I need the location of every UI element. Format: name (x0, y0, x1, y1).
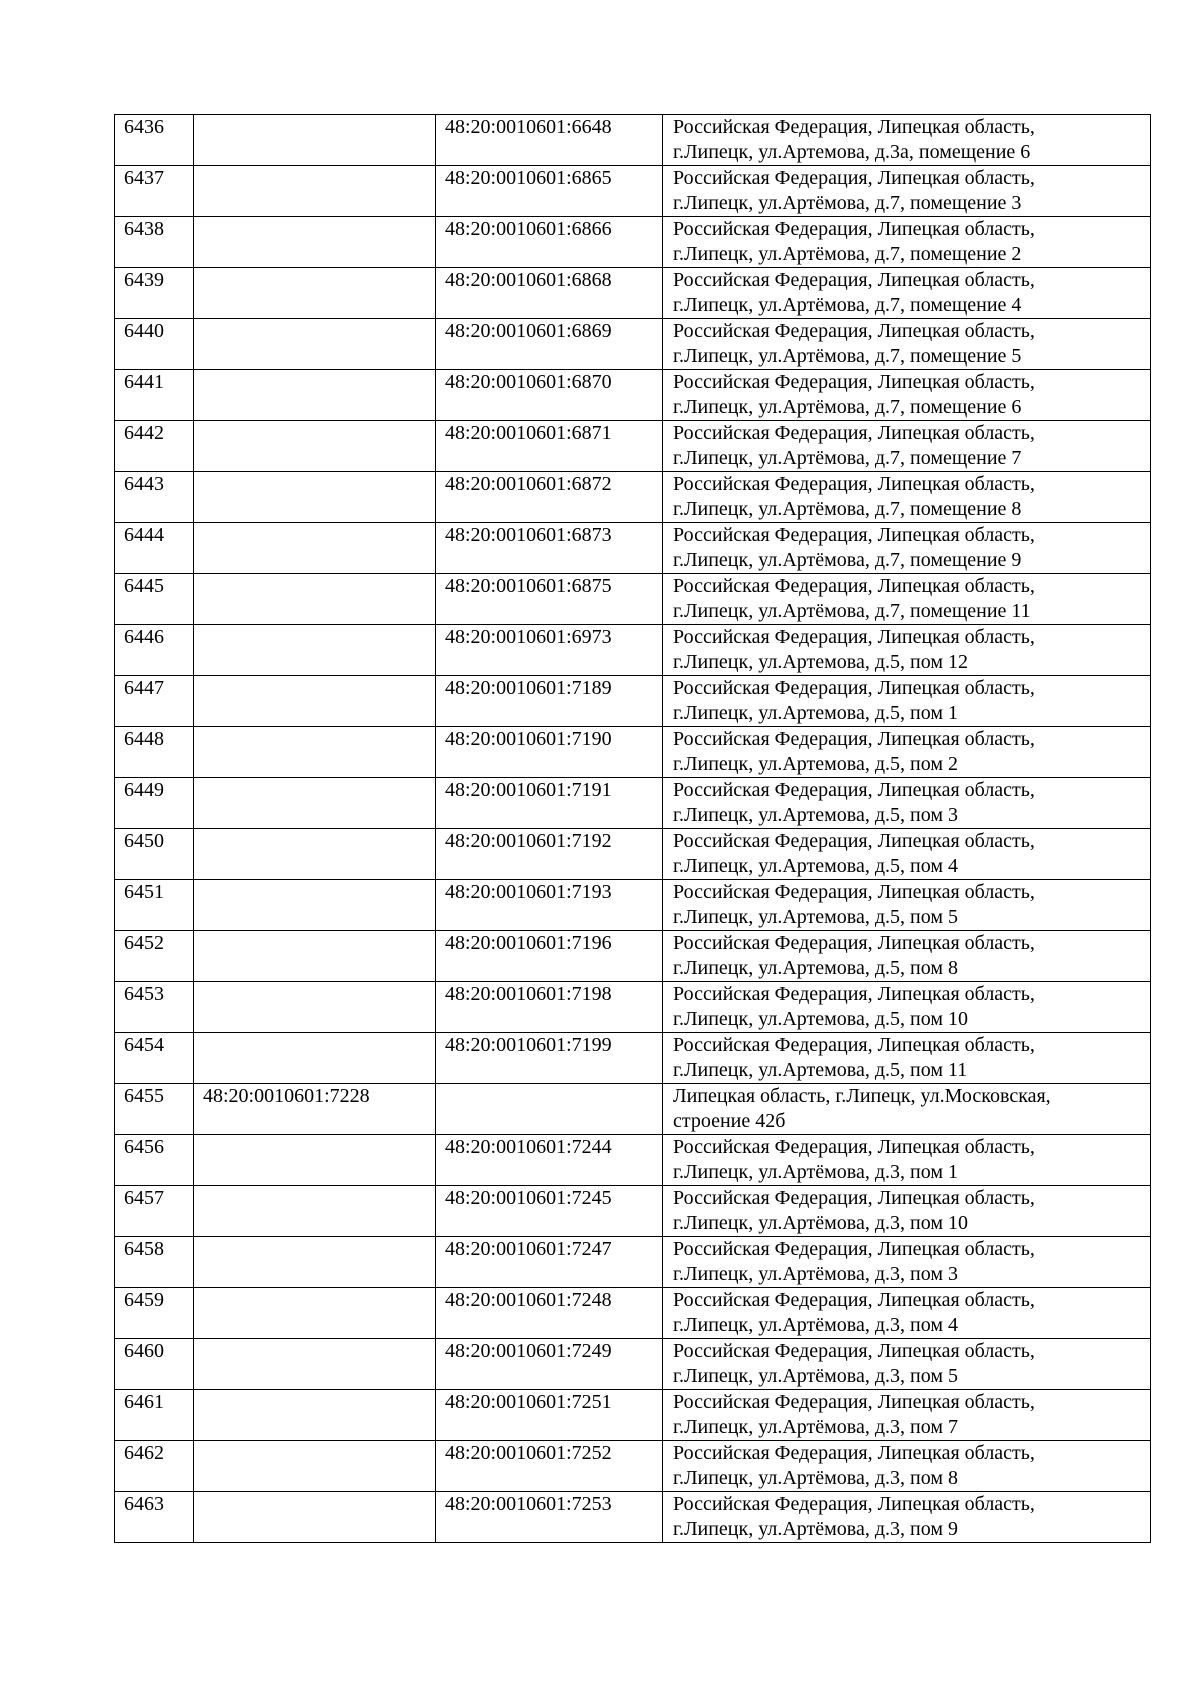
row-number-cell: 6459 (115, 1288, 194, 1339)
premises-cadastral-number-cell: 48:20:0010601:6868 (436, 268, 663, 319)
cadastral-number-cell (194, 319, 436, 370)
row-number-cell: 6453 (115, 982, 194, 1033)
address-line: г.Липецк, ул.Артемова, д.3а, помещение 6 (673, 141, 1031, 163)
address-line: Российская Федерация, Липецкая область, (673, 983, 1035, 1005)
table-row (115, 217, 1151, 268)
row-number-cell: 6457 (115, 1186, 194, 1237)
address-line: г.Липецк, ул.Артёмова, д.3, пом 7 (673, 1416, 958, 1438)
cadastral-number-cell (194, 421, 436, 472)
address-cell (663, 1441, 1151, 1492)
cadastral-number-cell (194, 268, 436, 319)
cadastral-number-cell (194, 115, 436, 166)
cadastral-number-cell (194, 625, 436, 676)
row-number-cell: 6455 (115, 1084, 194, 1135)
table-row (115, 1492, 1151, 1543)
address-line: Российская Федерация, Липецкая область, (673, 1391, 1035, 1413)
premises-cadastral-number-cell: 48:20:0010601:7189 (436, 676, 663, 727)
premises-cadastral-number-cell: 48:20:0010601:6875 (436, 574, 663, 625)
table-row (115, 1135, 1151, 1186)
address-line: Российская Федерация, Липецкая область, (673, 1340, 1035, 1362)
premises-cadastral-number-cell: 48:20:0010601:7248 (436, 1288, 663, 1339)
premises-cadastral-number-cell: 48:20:0010601:7191 (436, 778, 663, 829)
address-cell (663, 1084, 1151, 1135)
address-cell (663, 421, 1151, 472)
table-row (115, 523, 1151, 574)
address-line: г.Липецк, ул.Артёмова, д.3, пом 4 (673, 1314, 958, 1336)
premises-cadastral-number-cell (436, 1084, 663, 1135)
row-number-cell: 6463 (115, 1492, 194, 1543)
cadastral-number-cell: 48:20:0010601:7228 (194, 1084, 436, 1135)
premises-cadastral-number-cell: 48:20:0010601:7244 (436, 1135, 663, 1186)
address-line: г.Липецк, ул.Артемова, д.5, пом 2 (673, 753, 958, 775)
table-row (115, 319, 1151, 370)
row-number-cell: 6458 (115, 1237, 194, 1288)
premises-cadastral-number-cell: 48:20:0010601:7253 (436, 1492, 663, 1543)
cadastral-number-cell (194, 1186, 436, 1237)
table-row (115, 778, 1151, 829)
address-line: строение 42б (673, 1110, 786, 1132)
premises-cadastral-number-cell: 48:20:0010601:7199 (436, 1033, 663, 1084)
address-line: Российская Федерация, Липецкая область, (673, 1493, 1035, 1515)
address-cell (663, 268, 1151, 319)
address-cell (663, 1135, 1151, 1186)
cadastral-number-cell (194, 1390, 436, 1441)
premises-cadastral-number-cell: 48:20:0010601:6871 (436, 421, 663, 472)
table-row (115, 166, 1151, 217)
cadastral-number-cell (194, 931, 436, 982)
address-cell (663, 1492, 1151, 1543)
address-cell (663, 829, 1151, 880)
address-cell (663, 115, 1151, 166)
row-number-cell: 6462 (115, 1441, 194, 1492)
address-line: Российская Федерация, Липецкая область, (673, 218, 1035, 240)
table-row (115, 931, 1151, 982)
table-row (115, 676, 1151, 727)
address-cell (663, 319, 1151, 370)
row-number-cell: 6437 (115, 166, 194, 217)
cadastral-number-cell (194, 829, 436, 880)
address-cell (663, 370, 1151, 421)
premises-cadastral-number-cell: 48:20:0010601:6648 (436, 115, 663, 166)
table-row (115, 1186, 1151, 1237)
table-row (115, 421, 1151, 472)
address-line: г.Липецк, ул.Артёмова, д.7, помещение 8 (673, 498, 1022, 520)
address-line: г.Липецк, ул.Артёмова, д.3, пом 9 (673, 1518, 958, 1540)
address-line: г.Липецк, ул.Артёмова, д.3, пом 3 (673, 1263, 958, 1285)
premises-cadastral-number-cell: 48:20:0010601:6873 (436, 523, 663, 574)
premises-cadastral-number-cell: 48:20:0010601:6866 (436, 217, 663, 268)
cadastral-number-cell (194, 217, 436, 268)
address-cell (663, 931, 1151, 982)
property-table (114, 114, 1151, 1543)
address-line: г.Липецк, ул.Артёмова, д.3, пом 10 (673, 1212, 968, 1234)
premises-cadastral-number-cell: 48:20:0010601:6870 (436, 370, 663, 421)
row-number-cell: 6452 (115, 931, 194, 982)
address-line: Российская Федерация, Липецкая область, (673, 1442, 1035, 1464)
row-number-cell: 6450 (115, 829, 194, 880)
row-number-cell: 6448 (115, 727, 194, 778)
premises-cadastral-number-cell: 48:20:0010601:6973 (436, 625, 663, 676)
cadastral-number-cell (194, 1288, 436, 1339)
address-line: Российская Федерация, Липецкая область, (673, 1034, 1035, 1056)
cadastral-number-cell (194, 982, 436, 1033)
cadastral-number-cell (194, 1339, 436, 1390)
address-cell (663, 880, 1151, 931)
address-cell (663, 676, 1151, 727)
cadastral-number-cell (194, 778, 436, 829)
table-row (115, 829, 1151, 880)
table-row (115, 727, 1151, 778)
address-line: г.Липецк, ул.Артёмова, д.7, помещение 3 (673, 192, 1022, 214)
address-cell (663, 1288, 1151, 1339)
address-line: г.Липецк, ул.Артёмова, д.7, помещение 5 (673, 345, 1022, 367)
row-number-cell: 6447 (115, 676, 194, 727)
cadastral-number-cell (194, 166, 436, 217)
premises-cadastral-number-cell: 48:20:0010601:6869 (436, 319, 663, 370)
table-row (115, 1390, 1151, 1441)
address-line: Липецкая область, г.Липецк, ул.Московская, (673, 1085, 1051, 1107)
address-cell (663, 523, 1151, 574)
cadastral-number-cell (194, 1135, 436, 1186)
premises-cadastral-number-cell: 48:20:0010601:7196 (436, 931, 663, 982)
address-cell (663, 1339, 1151, 1390)
address-line: г.Липецк, ул.Артёмова, д.7, помещение 6 (673, 396, 1022, 418)
address-line: Российская Федерация, Липецкая область, (673, 524, 1035, 546)
address-line: г.Липецк, ул.Артёмова, д.7, помещение 4 (673, 294, 1022, 316)
row-number-cell: 6445 (115, 574, 194, 625)
premises-cadastral-number-cell: 48:20:0010601:6865 (436, 166, 663, 217)
row-number-cell: 6441 (115, 370, 194, 421)
row-number-cell: 6436 (115, 115, 194, 166)
address-cell (663, 1390, 1151, 1441)
cadastral-number-cell (194, 676, 436, 727)
cadastral-number-cell (194, 574, 436, 625)
premises-cadastral-number-cell: 48:20:0010601:7251 (436, 1390, 663, 1441)
premises-cadastral-number-cell: 48:20:0010601:7245 (436, 1186, 663, 1237)
row-number-cell: 6451 (115, 880, 194, 931)
table-row (115, 1237, 1151, 1288)
row-number-cell: 6461 (115, 1390, 194, 1441)
address-line: г.Липецк, ул.Артемова, д.5, пом 4 (673, 855, 958, 877)
cadastral-number-cell (194, 880, 436, 931)
address-cell (663, 1237, 1151, 1288)
row-number-cell: 6446 (115, 625, 194, 676)
address-cell (663, 727, 1151, 778)
property-table-body (115, 115, 1151, 1543)
address-line: Российская Федерация, Липецкая область, (673, 422, 1035, 444)
table-row (115, 1084, 1151, 1135)
address-cell (663, 778, 1151, 829)
row-number-cell: 6442 (115, 421, 194, 472)
premises-cadastral-number-cell: 48:20:0010601:7198 (436, 982, 663, 1033)
address-line: Российская Федерация, Липецкая область, (673, 1136, 1035, 1158)
premises-cadastral-number-cell: 48:20:0010601:7252 (436, 1441, 663, 1492)
cadastral-number-cell (194, 1237, 436, 1288)
cadastral-number-cell (194, 370, 436, 421)
table-row (115, 1441, 1151, 1492)
address-cell (663, 217, 1151, 268)
address-line: Российская Федерация, Липецкая область, (673, 1187, 1035, 1209)
table-row (115, 1339, 1151, 1390)
address-cell (663, 574, 1151, 625)
address-cell (663, 1186, 1151, 1237)
address-line: г.Липецк, ул.Артемова, д.5, пом 8 (673, 957, 958, 979)
address-line: Российская Федерация, Липецкая область, (673, 677, 1035, 699)
address-line: г.Липецк, ул.Артёмова, д.3, пом 1 (673, 1161, 958, 1183)
address-line: г.Липецк, ул.Артемова, д.5, пом 10 (673, 1008, 968, 1030)
address-line: Российская Федерация, Липецкая область, (673, 1289, 1035, 1311)
table-row (115, 982, 1151, 1033)
premises-cadastral-number-cell: 48:20:0010601:7190 (436, 727, 663, 778)
address-line: Российская Федерация, Липецкая область, (673, 473, 1035, 495)
address-line: Российская Федерация, Липецкая область, (673, 728, 1035, 750)
row-number-cell: 6454 (115, 1033, 194, 1084)
row-number-cell: 6440 (115, 319, 194, 370)
premises-cadastral-number-cell: 48:20:0010601:7192 (436, 829, 663, 880)
address-line: г.Липецк, ул.Артемова, д.5, пом 1 (673, 702, 958, 724)
table-row (115, 880, 1151, 931)
address-line: г.Липецк, ул.Артёмова, д.7, помещение 11 (673, 600, 1031, 622)
address-line: г.Липецк, ул.Артёмова, д.3, пом 5 (673, 1365, 958, 1387)
address-cell (663, 625, 1151, 676)
row-number-cell: 6438 (115, 217, 194, 268)
address-line: г.Липецк, ул.Артемова, д.5, пом 3 (673, 804, 958, 826)
table-row (115, 1288, 1151, 1339)
address-line: Российская Федерация, Липецкая область, (673, 830, 1035, 852)
address-line: г.Липецк, ул.Артёмова, д.7, помещение 2 (673, 243, 1022, 265)
address-line: г.Липецк, ул.Артемова, д.5, пом 12 (673, 651, 968, 673)
address-line: Российская Федерация, Липецкая область, (673, 779, 1035, 801)
premises-cadastral-number-cell: 48:20:0010601:7193 (436, 880, 663, 931)
premises-cadastral-number-cell: 48:20:0010601:7247 (436, 1237, 663, 1288)
row-number-cell: 6449 (115, 778, 194, 829)
table-row (115, 1033, 1151, 1084)
address-line: Российская Федерация, Липецкая область, (673, 320, 1035, 342)
address-line: Российская Федерация, Липецкая область, (673, 371, 1035, 393)
address-line: Российская Федерация, Липецкая область, (673, 1238, 1035, 1260)
cadastral-number-cell (194, 1441, 436, 1492)
address-cell (663, 166, 1151, 217)
row-number-cell: 6444 (115, 523, 194, 574)
address-line: г.Липецк, ул.Артемова, д.5, пом 5 (673, 906, 958, 928)
address-line: Российская Федерация, Липецкая область, (673, 881, 1035, 903)
cadastral-number-cell (194, 1492, 436, 1543)
address-line: г.Липецк, ул.Артёмова, д.3, пом 8 (673, 1467, 958, 1489)
address-cell (663, 472, 1151, 523)
address-line: Российская Федерация, Липецкая область, (673, 575, 1035, 597)
row-number-cell: 6460 (115, 1339, 194, 1390)
address-cell (663, 1033, 1151, 1084)
address-cell (663, 982, 1151, 1033)
table-row (115, 625, 1151, 676)
table-row (115, 370, 1151, 421)
address-line: Российская Федерация, Липецкая область, (673, 269, 1035, 291)
row-number-cell: 6443 (115, 472, 194, 523)
table-row (115, 574, 1151, 625)
address-line: Российская Федерация, Липецкая область, (673, 167, 1035, 189)
address-line: Российская Федерация, Липецкая область, (673, 932, 1035, 954)
table-row (115, 115, 1151, 166)
address-line: Российская Федерация, Липецкая область, (673, 626, 1035, 648)
premises-cadastral-number-cell: 48:20:0010601:6872 (436, 472, 663, 523)
address-line: Российская Федерация, Липецкая область, (673, 116, 1035, 138)
address-line: г.Липецк, ул.Артемова, д.5, пом 11 (673, 1059, 968, 1081)
table-row (115, 472, 1151, 523)
row-number-cell: 6439 (115, 268, 194, 319)
address-line: г.Липецк, ул.Артёмова, д.7, помещение 7 (673, 447, 1022, 469)
cadastral-number-cell (194, 472, 436, 523)
table-row (115, 268, 1151, 319)
premises-cadastral-number-cell: 48:20:0010601:7249 (436, 1339, 663, 1390)
address-line: г.Липецк, ул.Артёмова, д.7, помещение 9 (673, 549, 1022, 571)
cadastral-number-cell (194, 523, 436, 574)
cadastral-number-cell (194, 727, 436, 778)
row-number-cell: 6456 (115, 1135, 194, 1186)
cadastral-number-cell (194, 1033, 436, 1084)
